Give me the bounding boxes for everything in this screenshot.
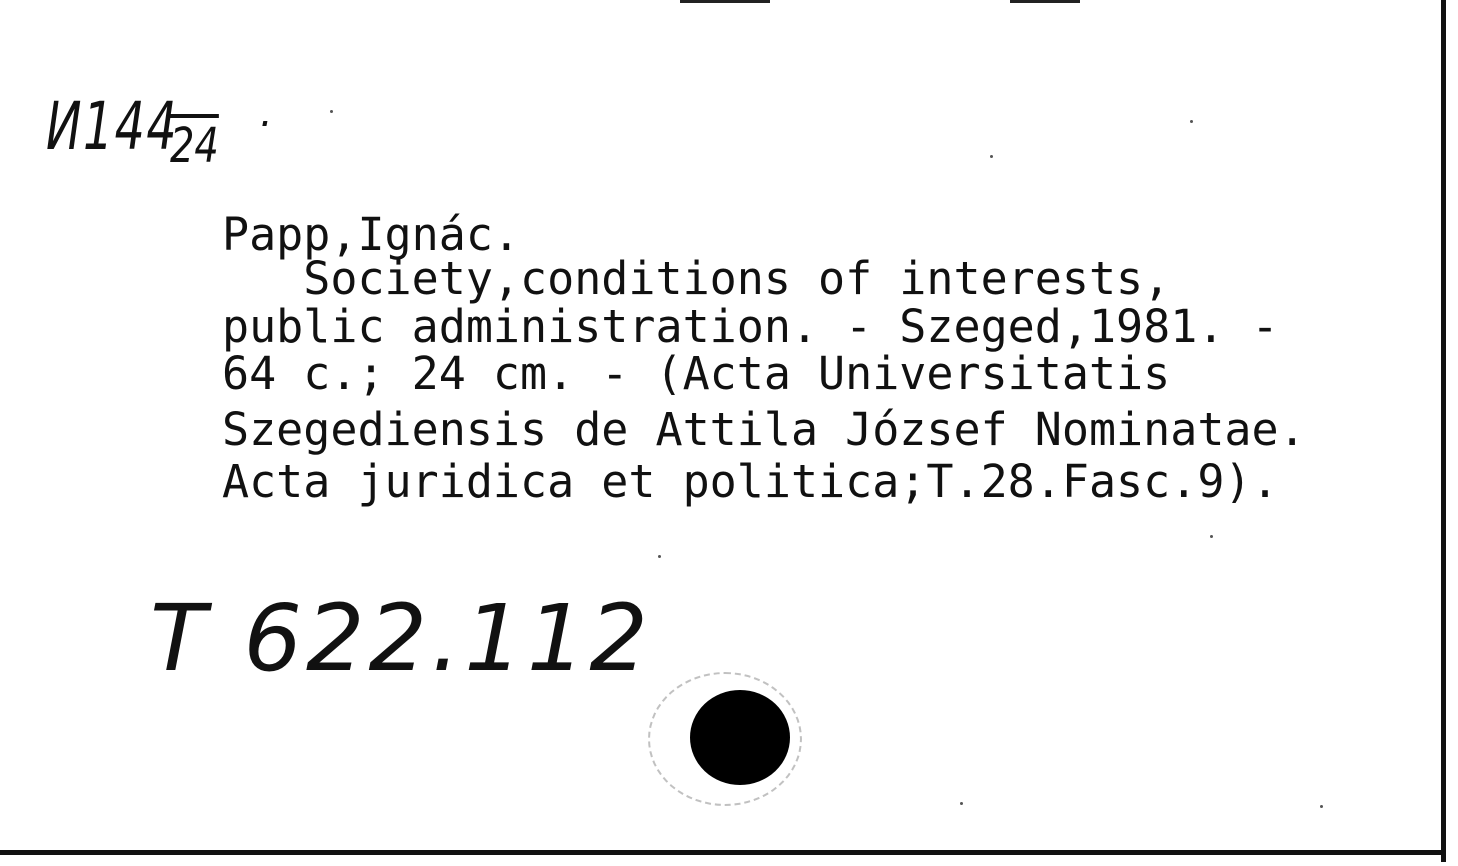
speck xyxy=(1210,535,1213,538)
speck xyxy=(960,802,963,805)
speck xyxy=(1320,805,1323,808)
series-line: Szegediensis de Attila József Nominatae. xyxy=(222,403,1306,456)
handwritten-call-number: T 622.112 xyxy=(150,585,652,692)
card-bottom-edge xyxy=(0,850,1446,855)
title-line: Society,conditions of interests, xyxy=(222,252,1171,305)
handwritten-shelfmark: И144 xyxy=(46,88,179,165)
collation-line: 64 c.; 24 cm. - (Acta Universitatis xyxy=(222,347,1171,400)
speck xyxy=(990,155,993,158)
speck xyxy=(330,110,333,113)
series-line-2: Acta juridica et politica;T.28.Fasc.9). xyxy=(222,455,1279,508)
card-right-edge xyxy=(1441,0,1446,862)
punch-hole xyxy=(690,690,790,785)
author-line: Papp,Ignác. xyxy=(222,208,521,261)
top-edge-mark xyxy=(1010,0,1080,3)
top-edge-mark xyxy=(680,0,770,3)
handwritten-shelfmark-dot: . xyxy=(260,90,273,136)
speck xyxy=(1190,120,1193,123)
handwritten-shelfmark-subscript: 24 xyxy=(170,118,219,174)
speck xyxy=(658,555,661,558)
imprint-line: public administration. - Szeged,1981. - xyxy=(222,300,1279,353)
